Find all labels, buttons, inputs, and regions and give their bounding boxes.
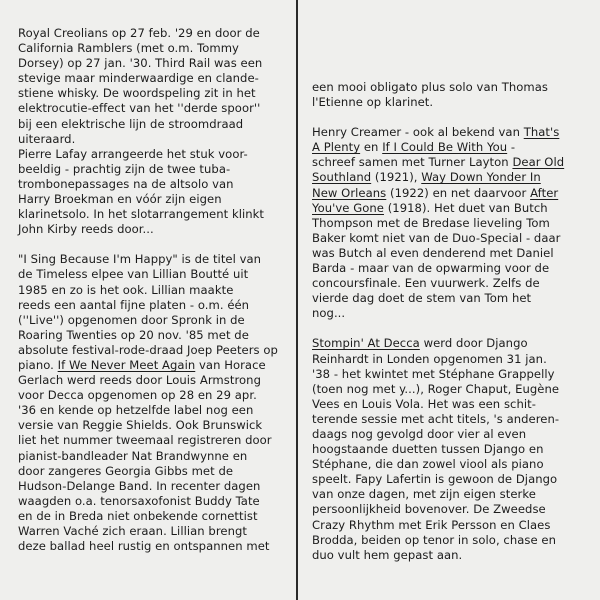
text-line xyxy=(18,418,280,433)
text-line xyxy=(312,291,580,306)
text-line xyxy=(18,252,280,267)
text-segment: de Timeless elpee van Lillian Boutté uit xyxy=(18,267,249,282)
text-line xyxy=(312,276,580,291)
text-segment: Dorsey) op 27 jan. '30. Third Rail was een xyxy=(18,56,263,71)
text-line xyxy=(18,177,280,192)
text-line xyxy=(18,207,280,222)
text-line xyxy=(312,397,580,412)
right-column xyxy=(312,80,580,563)
text-segment: (1918). Het duet van Butch xyxy=(383,200,548,215)
text-segment: Vees en Louis Vola. Het was een schit- xyxy=(312,396,536,411)
text-segment: Pierre Lafay arrangeerde het stuk voor- xyxy=(18,146,248,161)
text-segment: Hudson-Delange Band. In recenter dagen xyxy=(18,478,261,493)
text-line xyxy=(18,71,280,86)
text-line xyxy=(312,518,580,533)
text-line xyxy=(312,201,580,216)
text-segment: (1922) en net daarvoor xyxy=(386,185,531,200)
text-line xyxy=(312,427,580,442)
text-line xyxy=(312,382,580,397)
underlined-title: A Plenty xyxy=(312,140,361,155)
text-segment: Royal Creolians op 27 feb. '29 en door de xyxy=(18,26,260,40)
text-segment: Gerlach werd reeds door Louis Armstrong xyxy=(18,373,261,388)
text-line xyxy=(18,433,280,448)
text-segment: Crazy Rhythm met Erik Persson en Claes xyxy=(312,517,551,532)
underlined-title: After xyxy=(530,185,559,200)
text-line xyxy=(18,41,280,56)
text-line xyxy=(18,222,280,237)
text-line xyxy=(312,533,580,548)
paragraph xyxy=(312,80,580,110)
text-segment: voor Decca opgenomen op 28 en 29 apr. xyxy=(18,388,257,403)
text-line xyxy=(312,246,580,261)
text-line xyxy=(18,373,280,388)
text-segment: was Butch al even denderend met Daniel xyxy=(312,245,554,260)
text-line xyxy=(312,170,580,185)
left-column xyxy=(18,26,280,554)
text-line xyxy=(312,548,580,563)
underlined-title: Southland xyxy=(312,170,372,185)
text-segment: Warren Vaché zich eraan. Lillian brengt xyxy=(18,524,247,538)
text-segment: (1921), xyxy=(371,170,422,185)
text-segment: John Kirby reeds door... xyxy=(18,222,154,237)
text-line xyxy=(312,140,580,155)
text-segment: waagden o.a. tenorsaxofonist Buddy Tate xyxy=(18,493,260,508)
underlined-title: Dear Old xyxy=(512,155,565,170)
text-line xyxy=(312,502,580,517)
text-segment: Roaring Twenties op 20 nov. '85 met de xyxy=(18,327,249,342)
underlined-title: You've Gone xyxy=(312,200,384,215)
text-line xyxy=(312,261,580,276)
text-line xyxy=(18,162,280,177)
text-segment: (''Live'') opgenomen door Spronk in de xyxy=(18,312,245,327)
text-segment: uiteraard. xyxy=(18,131,76,146)
text-line xyxy=(18,388,280,403)
underlined-title: New Orleans xyxy=(312,185,387,200)
text-line xyxy=(312,186,580,201)
text-segment: reeds een aantal fijne platen - o.m. één xyxy=(18,297,250,312)
text-line xyxy=(18,313,280,328)
text-segment: door zangeres Georgia Gibbs met de xyxy=(18,463,234,478)
text-segment: bij een elektrische lijn de stroomdraad xyxy=(18,116,244,131)
text-line xyxy=(18,147,280,162)
text-segment: piano. xyxy=(18,357,58,372)
text-segment: vierde dag doet de stem van Tom het xyxy=(312,291,532,306)
text-line xyxy=(312,412,580,427)
text-line xyxy=(312,442,580,457)
text-segment: nog... xyxy=(312,306,346,321)
underlined-title: Way Down Yonder In xyxy=(421,170,541,185)
underlined-title: That's xyxy=(523,125,560,140)
text-segment: "I Sing Because I'm Happy" is de titel van xyxy=(18,252,262,267)
text-segment: Baker komt niet van de Duo-Special - daar xyxy=(312,230,561,245)
text-line xyxy=(18,267,280,282)
text-line xyxy=(312,155,580,170)
text-line xyxy=(18,464,280,479)
underlined-title: If I Could Be With You xyxy=(382,140,508,155)
text-segment: absolute festival-rode-draad Joep Peeters op xyxy=(18,342,278,357)
text-segment: en de in Breda niet onbekende cornettist xyxy=(18,508,258,523)
paragraph-gap xyxy=(312,110,580,125)
text-segment: versie van Reggie Shields. Ook Brunswick xyxy=(18,418,263,433)
paragraph xyxy=(312,125,580,321)
text-segment: '36 en kende op hetzelfde label nog een xyxy=(18,403,254,418)
text-line xyxy=(18,343,280,358)
text-segment: daags nog gevolgd door vier al even xyxy=(312,426,527,441)
text-line xyxy=(312,80,580,95)
text-segment: 1985 en zo is het ook. Lillian maakte xyxy=(18,282,234,297)
text-segment: van onze dagen, met zijn eigen sterke xyxy=(312,487,536,502)
text-line xyxy=(18,26,280,41)
paragraph xyxy=(312,336,580,562)
text-line xyxy=(18,117,280,132)
text-segment: speelt. Fapy Lafertin is gewoon de Django xyxy=(312,472,558,487)
text-segment: (toen nog met y...), Roger Chaput, Eugène xyxy=(312,381,560,396)
text-line xyxy=(18,283,280,298)
text-line xyxy=(312,367,580,382)
text-segment: l'Etienne op klarinet. xyxy=(312,95,434,110)
text-segment: schreef samen met Turner Layton xyxy=(312,155,513,170)
text-line xyxy=(312,336,580,351)
paragraph-gap xyxy=(18,237,280,252)
text-segment: liet het nummer tweemaal registreren door xyxy=(18,433,272,448)
text-segment: een mooi obligato plus solo van Thomas xyxy=(312,80,549,94)
text-segment: stiene whisky. De woordspeling zit in het xyxy=(18,86,256,101)
text-line xyxy=(312,352,580,367)
text-segment: en xyxy=(360,140,383,155)
text-segment: Thompson met de Bredase lieveling Tom xyxy=(312,215,550,230)
text-line xyxy=(18,132,280,147)
text-segment: Stéphane, die dan zowel viool als piano xyxy=(312,457,544,472)
text-line xyxy=(18,479,280,494)
column-divider xyxy=(296,0,298,600)
text-line xyxy=(18,298,280,313)
text-segment: stevige maar minderwaardige en clande- xyxy=(18,71,259,86)
text-line xyxy=(312,472,580,487)
text-segment: duo vult hem gepast aan. xyxy=(312,547,463,562)
text-line xyxy=(18,56,280,71)
text-segment: concoursfinale. Een vuurwerk. Zelfs de xyxy=(312,276,540,291)
text-line xyxy=(312,231,580,246)
paragraph xyxy=(18,26,280,237)
text-line xyxy=(18,192,280,207)
text-segment: van Horace xyxy=(195,357,266,372)
text-segment: klarinetsolo. In het slotarrangement klinkt xyxy=(18,207,265,222)
text-line xyxy=(18,494,280,509)
text-segment: Harry Broekman en vóór zijn eigen xyxy=(18,192,222,207)
text-segment: elektrocutie-effect van het ''derde spoor'' xyxy=(18,101,261,116)
text-segment: Brodda, beiden op tenor in solo, chase en xyxy=(312,532,556,547)
text-segment: hoogstaande duetten tussen Django en xyxy=(312,442,544,457)
text-line xyxy=(312,125,580,140)
text-line xyxy=(18,328,280,343)
text-line xyxy=(18,539,280,554)
text-line xyxy=(18,86,280,101)
text-line xyxy=(18,449,280,464)
text-segment: pianist-bandleader Nat Brandwynne en xyxy=(18,448,248,463)
paragraph-gap xyxy=(312,321,580,336)
text-segment: beeldig - prachtig zijn de twee tuba- xyxy=(18,161,231,176)
text-segment: terende sessie met acht titels, 's anderen- xyxy=(312,411,560,426)
text-segment: deze ballad heel rustig en ontspannen met xyxy=(18,539,270,554)
underlined-title: Stompin' At Decca xyxy=(312,336,420,351)
text-line xyxy=(18,509,280,524)
text-line xyxy=(312,457,580,472)
text-line xyxy=(18,101,280,116)
text-line xyxy=(18,358,280,373)
text-segment: '38 - het kwintet met Stéphane Grappelly xyxy=(312,366,555,381)
text-segment: - xyxy=(507,140,516,155)
text-segment: California Ramblers (met o.m. Tommy xyxy=(18,41,239,56)
paragraph xyxy=(18,252,280,554)
text-line xyxy=(312,487,580,502)
text-line xyxy=(18,403,280,418)
text-line xyxy=(312,306,580,321)
text-segment: Barda - maar van de opwarming voor de xyxy=(312,261,550,276)
text-segment: Henry Creamer - ook al bekend van xyxy=(312,125,524,140)
text-segment: Reinhardt in Londen opgenomen 31 jan. xyxy=(312,351,547,366)
text-segment: trombonepassages na de altsolo van xyxy=(18,176,234,191)
text-segment: werd door Django xyxy=(419,336,528,351)
text-line xyxy=(18,524,280,539)
text-line xyxy=(312,95,580,110)
text-segment: persoonlijkheid bovenover. De Zweedse xyxy=(312,502,546,517)
text-line xyxy=(312,216,580,231)
underlined-title: If We Never Meet Again xyxy=(57,357,196,372)
